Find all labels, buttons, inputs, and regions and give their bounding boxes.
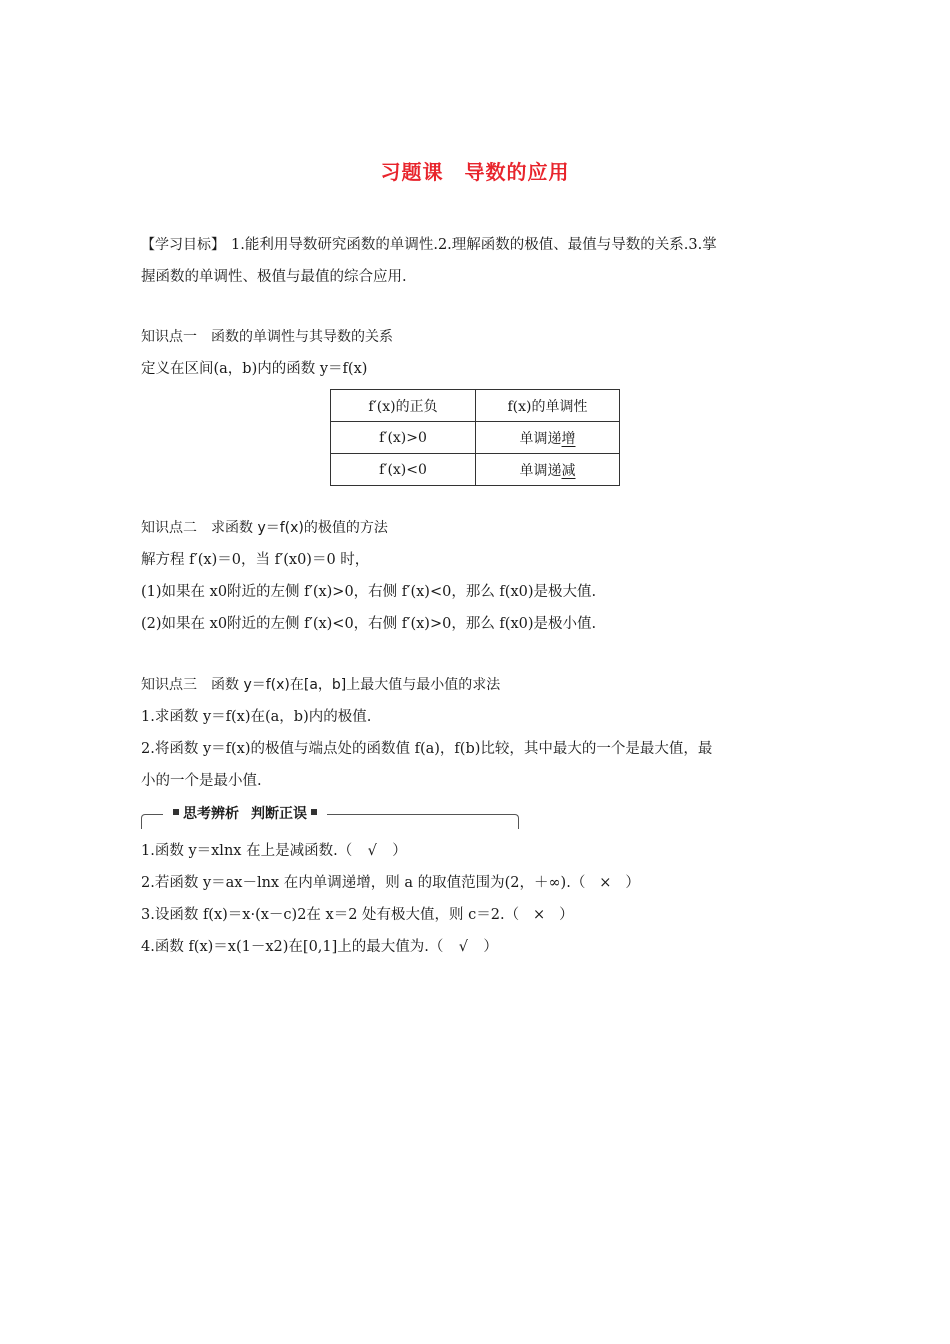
table-header-cell: f′(x)的正负 bbox=[331, 390, 476, 422]
k3-heading-text: 函数 y＝f(x)在[a，b]上最大值与最小值的求法 bbox=[211, 677, 501, 693]
k3-heading bbox=[141, 675, 500, 695]
answer-mark: × bbox=[533, 907, 546, 923]
k3-line-3: 小的一个是最小值. bbox=[141, 773, 262, 789]
k1-heading-label: 知识点一 bbox=[141, 329, 197, 345]
square-bullet-icon bbox=[173, 809, 179, 815]
question-text: 4.函数 f(x)＝x(1－x2)在[0,1]上的最大值为. bbox=[141, 939, 429, 955]
question-text: 3.设函数 f(x)＝x·(x－c)2在 x＝2 处有极大值，则 c＝2. bbox=[141, 907, 505, 923]
answer-mark: √ bbox=[458, 939, 469, 955]
question-item: 4.函数 f(x)＝x(1－x2)在[0,1]上的最大值为.（ √ ） bbox=[141, 939, 498, 955]
k1-intro: 定义在区间(a，b)内的函数 y＝f(x) bbox=[141, 361, 368, 377]
table-cell-answer: 增 bbox=[561, 430, 576, 447]
table-row bbox=[331, 422, 620, 454]
learning-goals-line-2: 握函数的单调性、极值与最值的综合应用. bbox=[141, 269, 407, 285]
table-cell-text: 单调递 bbox=[519, 462, 562, 479]
table-header-row bbox=[331, 390, 620, 422]
think-label-b: 判断正误 bbox=[251, 806, 307, 822]
k3-line-2: 2.将函数 y＝f(x)的极值与端点处的函数值 f(a)，f(b)比较，其中最大的一个是最大值，最 bbox=[141, 741, 713, 757]
monotonic-table bbox=[330, 389, 620, 486]
k1-heading-text: 函数的单调性与其导数的关系 bbox=[211, 329, 393, 345]
k3-heading-label: 知识点三 bbox=[141, 677, 197, 693]
k2-line-2: (1)如果在 x0附近的左侧 f′(x)>0，右侧 f′(x)<0，那么 f(x0)是极大值. bbox=[141, 584, 597, 600]
k2-heading-text: 求函数 y＝f(x)的极值的方法 bbox=[211, 520, 388, 536]
learning-goals-line-1 bbox=[141, 235, 717, 255]
answer-mark: √ bbox=[367, 843, 377, 859]
question-text: 1.函数 y＝xlnx 在上是减函数. bbox=[141, 843, 338, 859]
k2-line-3: (2)如果在 x0附近的左侧 f′(x)<0，右侧 f′(x)>0，那么 f(x0)是极小值. bbox=[141, 616, 597, 632]
table-cell: f′(x)<0 bbox=[331, 454, 476, 486]
question-item: 2.若函数 y＝ax－lnx 在内单调递增，则 a 的取值范围为(2，＋∞).（ × ） bbox=[141, 875, 640, 891]
think-label-a: 思考辨析 bbox=[183, 806, 239, 822]
table-row bbox=[331, 454, 620, 486]
learning-goals-label: 【学习目标】 bbox=[141, 237, 225, 253]
table-header-cell: f(x)的单调性 bbox=[476, 390, 620, 422]
answer-mark: × bbox=[599, 875, 612, 891]
square-bullet-icon bbox=[311, 809, 317, 815]
table-cell: f′(x)>0 bbox=[331, 422, 476, 454]
think-section-label bbox=[163, 804, 327, 824]
think-section-header bbox=[141, 804, 519, 830]
k2-line-1: 解方程 f′(x)＝0，当 f′(x0)＝0 时， bbox=[141, 552, 370, 568]
question-text: 2.若函数 y＝ax－lnx 在内单调递增，则 a 的取值范围为(2，＋∞). bbox=[141, 875, 571, 891]
question-item: 3.设函数 f(x)＝x·(x－c)2在 x＝2 处有极大值，则 c＝2.（ × ） bbox=[141, 907, 574, 923]
k1-heading bbox=[141, 327, 393, 347]
k3-line-1: 1.求函数 y＝f(x)在(a，b)内的极值. bbox=[141, 709, 372, 725]
page-title: 习题课 导数的应用 bbox=[380, 160, 570, 184]
table-cell-answer: 减 bbox=[561, 462, 576, 479]
k2-heading-label: 知识点二 bbox=[141, 520, 197, 536]
learning-goals-text-1: 1.能利用导数研究函数的单调性.2.理解函数的极值、最值与导数的关系.3.掌 bbox=[231, 237, 717, 253]
table-cell bbox=[476, 454, 620, 486]
table-cell bbox=[476, 422, 620, 454]
question-item: 1.函数 y＝xlnx 在上是减函数.（ √ ） bbox=[141, 843, 407, 859]
table-cell-text: 单调递 bbox=[519, 430, 562, 447]
k2-heading bbox=[141, 518, 388, 538]
